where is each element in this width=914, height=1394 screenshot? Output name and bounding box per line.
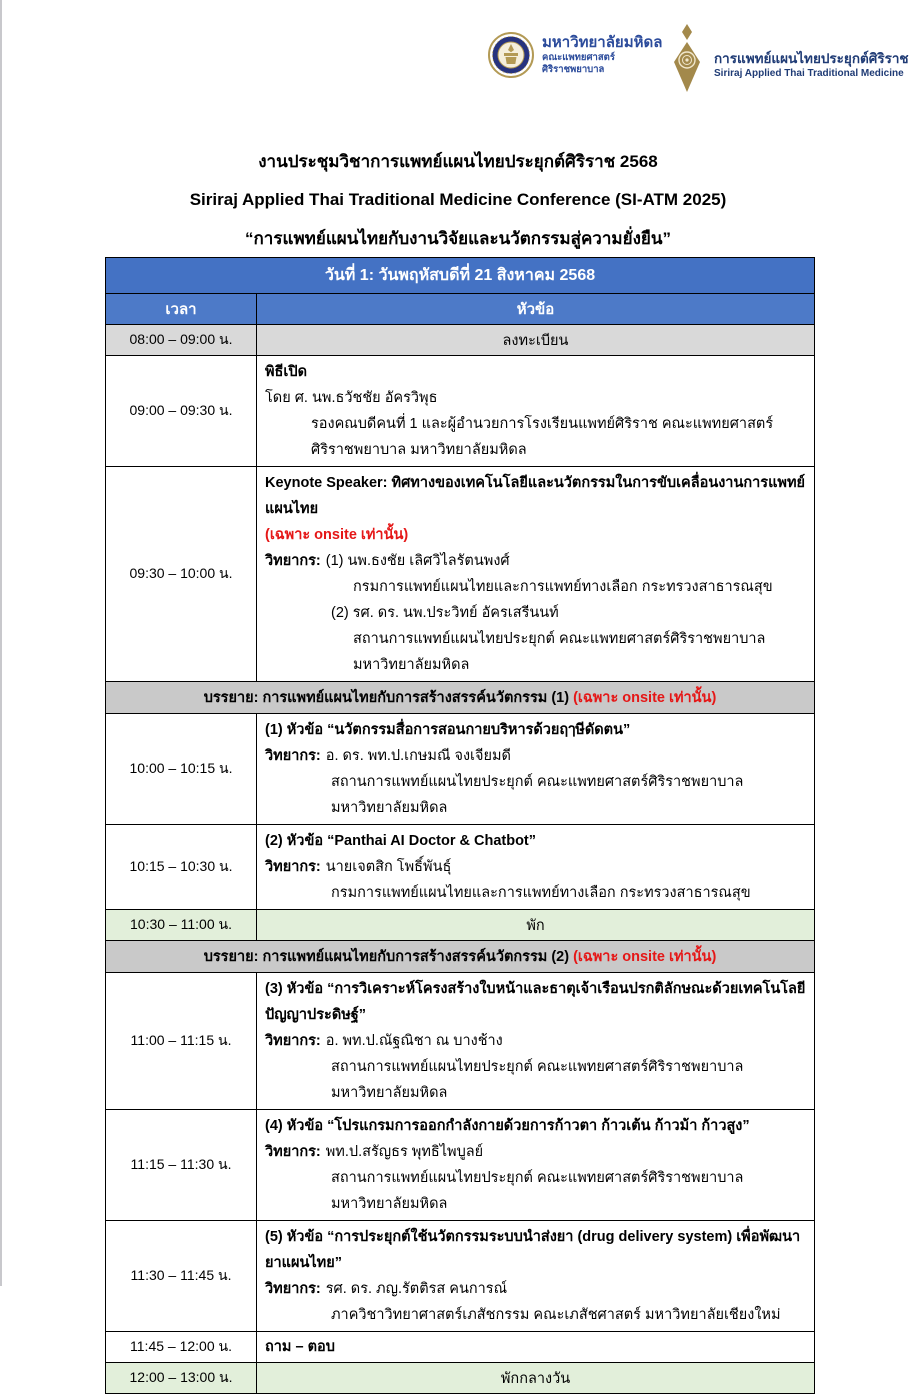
- speaker-label: วิทยากร:: [265, 859, 321, 875]
- time-cell: 10:00 – 10:15 น.: [106, 714, 257, 825]
- talk-speaker-line: [265, 854, 806, 880]
- talk-speaker: อ. ดร. พท.ป.เกษมณี จงเจียมดี: [325, 748, 511, 764]
- table-row-talk-3: [106, 973, 815, 1110]
- table-row-lunch: [106, 1363, 815, 1394]
- time-cell: 10:15 – 10:30 น.: [106, 825, 257, 910]
- talk-title: (3) หัวข้อ “การวิเคราะห์โครงสร้างใบหน้าและธาตุเจ้าเรือนปรกติลักษณะด้วยเทคโนโลยีปัญญาประดิษฐ์”: [265, 981, 806, 1023]
- talk-speaker-line: [265, 1028, 806, 1054]
- siatm-name-thai: การแพทย์แผนไทยประยุกต์ศิริราช: [714, 51, 909, 67]
- time-cell: 11:45 – 12:00 น.: [106, 1332, 257, 1363]
- mahidol-hospital: ศิริราชพยาบาล: [542, 63, 605, 75]
- table-row-talk-2: [106, 825, 815, 910]
- speaker-label: วิทยากร:: [265, 1033, 321, 1049]
- section-label: บรรยาย: การแพทย์แผนไทยกับการสร้างสรรค์นวัตกรรม (2): [203, 949, 570, 965]
- talk-title: (5) หัวข้อ “การประยุกต์ใช้นวัตกรรมระบบนำส่งยา (drug delivery system) เพื่อพัฒนายาแผนไทย”: [265, 1229, 801, 1271]
- time-cell: 09:30 – 10:00 น.: [106, 467, 257, 682]
- schedule-table: [105, 257, 815, 1394]
- topic-cell: [257, 356, 815, 467]
- topic-cell: [257, 714, 815, 825]
- time-cell: 11:00 – 11:15 น.: [106, 973, 257, 1110]
- table-row-section-2: [106, 941, 815, 973]
- table-row-talk-4: [106, 1110, 815, 1221]
- table-row-talk-5: [106, 1221, 815, 1332]
- column-header-topic: หัวข้อ: [257, 294, 815, 325]
- siatm-logo-group: [670, 22, 909, 94]
- column-header-time: เวลา: [106, 294, 257, 325]
- topic-cell: ถาม – ตอบ: [257, 1332, 815, 1363]
- talk-org: กรมการแพทย์แผนไทยและการแพทย์ทางเลือก กระทรวงสาธารณสุข: [331, 885, 751, 901]
- opening-position: รองคณบดีคนที่ 1 และผู้อำนวยการโรงเรียนแพทย์ศิริราช คณะแพทยศาสตร์ศิริราชพยาบาล มหาวิทยาลัยมหิดล: [311, 416, 774, 458]
- keynote-onsite-note: (เฉพาะ onsite เท่านั้น): [265, 527, 409, 543]
- table-row-column-headers: [106, 294, 815, 325]
- mahidol-faculty: คณะแพทยศาสตร์: [542, 51, 615, 63]
- document-titles: [2, 148, 914, 267]
- title-english: Siriraj Applied Thai Traditional Medicine Conference (SI-ATM 2025): [189, 190, 727, 209]
- talk-speaker: รศ. ดร. ภญ.รัตติรส คนการณ์: [325, 1281, 508, 1297]
- speaker-label: วิทยากร:: [265, 748, 321, 764]
- siatm-diamond-emblem-icon: [670, 22, 704, 94]
- talk-speaker: พท.ป.สรัญธร พุทธิไพบูลย์: [325, 1144, 484, 1160]
- table-row-talk-1: [106, 714, 815, 825]
- opening-by: โดย ศ. นพ.ธวัชชัย อัครวิพุธ: [265, 390, 438, 406]
- talk-org: สถานการแพทย์แผนไทยประยุกต์ คณะแพทยศาสตร์ศิริราชพยาบาล มหาวิทยาลัยมหิดล: [331, 1059, 744, 1101]
- title-thai: งานประชุมวิชาการแพทย์แผนไทยประยุกต์ศิริราช 2568: [258, 152, 658, 171]
- section-label: บรรยาย: การแพทย์แผนไทยกับการสร้างสรรค์นวัตกรรม (1): [203, 690, 570, 706]
- keynote-speaker1: (1) นพ.ธงชัย เลิศวิไลรัตนพงศ์: [325, 553, 510, 569]
- talk-title: (4) หัวข้อ “โปรแกรมการออกกำลังกายด้วยการก้าวตา ก้าวเต้น ก้าวม้า ก้าวสูง”: [265, 1118, 750, 1134]
- topic-cell: [257, 825, 815, 910]
- mahidol-name: มหาวิทยาลัยมหิดล: [542, 34, 663, 52]
- talk-speaker-line: [265, 1276, 806, 1302]
- title-theme: “การแพทย์แผนไทยกับงานวิจัยและนวัตกรรมสู่ความยั่งยืน”: [245, 229, 671, 248]
- day-header-cell: วันที่ 1: วันพฤหัสบดีที่ 21 สิงหาคม 2568: [106, 258, 815, 294]
- keynote-speaker2: (2) รศ. ดร. นพ.ประวิทย์ อัครเสรีนนท์: [331, 605, 559, 621]
- speaker-label: วิทยากร:: [265, 553, 321, 569]
- time-cell: 11:15 – 11:30 น.: [106, 1110, 257, 1221]
- header-logo-band: [2, 28, 914, 108]
- talk-speaker-line: [265, 1139, 806, 1165]
- talk-org: สถานการแพทย์แผนไทยประยุกต์ คณะแพทยศาสตร์ศิริราชพยาบาล มหาวิทยาลัยมหิดล: [331, 1170, 744, 1212]
- table-row-day-header: [106, 258, 815, 294]
- section-cell: [106, 682, 815, 714]
- opening-title: พิธีเปิด: [265, 364, 307, 380]
- time-cell: 11:30 – 11:45 น.: [106, 1221, 257, 1332]
- keynote-org1: กรมการแพทย์แผนไทยและการแพทย์ทางเลือก กระทรวงสาธารณสุข: [353, 579, 773, 595]
- keynote-org2: สถานการแพทย์แผนไทยประยุกต์ คณะแพทยศาสตร์ศิริราชพยาบาล มหาวิทยาลัยมหิดล: [353, 631, 766, 673]
- topic-cell: ลงทะเบียน: [257, 325, 815, 356]
- speaker-label: วิทยากร:: [265, 1281, 321, 1297]
- table-row-keynote: [106, 467, 815, 682]
- section-onsite-note: (เฉพาะ onsite เท่านั้น): [573, 949, 717, 965]
- topic-cell: [257, 467, 815, 682]
- time-cell: 08:00 – 09:00 น.: [106, 325, 257, 356]
- section-onsite-note: (เฉพาะ onsite เท่านั้น): [573, 690, 717, 706]
- table-row-section-1: [106, 682, 815, 714]
- mahidol-logo-text: [542, 35, 662, 75]
- talk-org: ภาควิชาวิทยาศาสตร์เภสัชกรรม คณะเภสัชศาสตร์ มหาวิทยาลัยเชียงใหม่: [331, 1307, 781, 1323]
- keynote-speaker1-line: [265, 548, 806, 574]
- siatm-logo-text: [714, 51, 909, 80]
- table-row-qa: [106, 1332, 815, 1363]
- section-cell: [106, 941, 815, 973]
- siatm-name-english: Siriraj Applied Thai Traditional Medicine: [714, 68, 904, 80]
- speaker-label: วิทยากร:: [265, 1144, 321, 1160]
- talk-title: (1) หัวข้อ “นวัตกรรมสื่อการสอนกายบริหารด้วยฤๅษีดัดตน”: [265, 722, 631, 738]
- time-cell: 10:30 – 11:00 น.: [106, 910, 257, 941]
- talk-speaker: นายเจตสิก โพธิ์พันธุ์: [325, 859, 452, 875]
- time-cell: 09:00 – 09:30 น.: [106, 356, 257, 467]
- talk-speaker: อ. พท.ป.ณัฐณิชา ณ บางช้าง: [325, 1033, 503, 1049]
- mahidol-logo-group: [488, 32, 662, 78]
- talk-org: สถานการแพทย์แผนไทยประยุกต์ คณะแพทยศาสตร์ศิริราชพยาบาล มหาวิทยาลัยมหิดล: [331, 774, 744, 816]
- table-row-registration: [106, 325, 815, 356]
- topic-cell: พักกลางวัน: [257, 1363, 815, 1394]
- table-row-break: [106, 910, 815, 941]
- time-cell: 12:00 – 13:00 น.: [106, 1363, 257, 1394]
- table-row-opening: [106, 356, 815, 467]
- topic-cell: [257, 1221, 815, 1332]
- topic-cell: [257, 1110, 815, 1221]
- mahidol-university-emblem-icon: [488, 32, 534, 78]
- keynote-title: Keynote Speaker: ทิศทางของเทคโนโลยีและนวัตกรรมในการขับเคลื่อนงานการแพทย์แผนไทย: [265, 475, 806, 517]
- topic-cell: [257, 973, 815, 1110]
- topic-cell: พัก: [257, 910, 815, 941]
- talk-title: (2) หัวข้อ “Panthai AI Doctor & Chatbot”: [265, 833, 537, 849]
- talk-speaker-line: [265, 743, 806, 769]
